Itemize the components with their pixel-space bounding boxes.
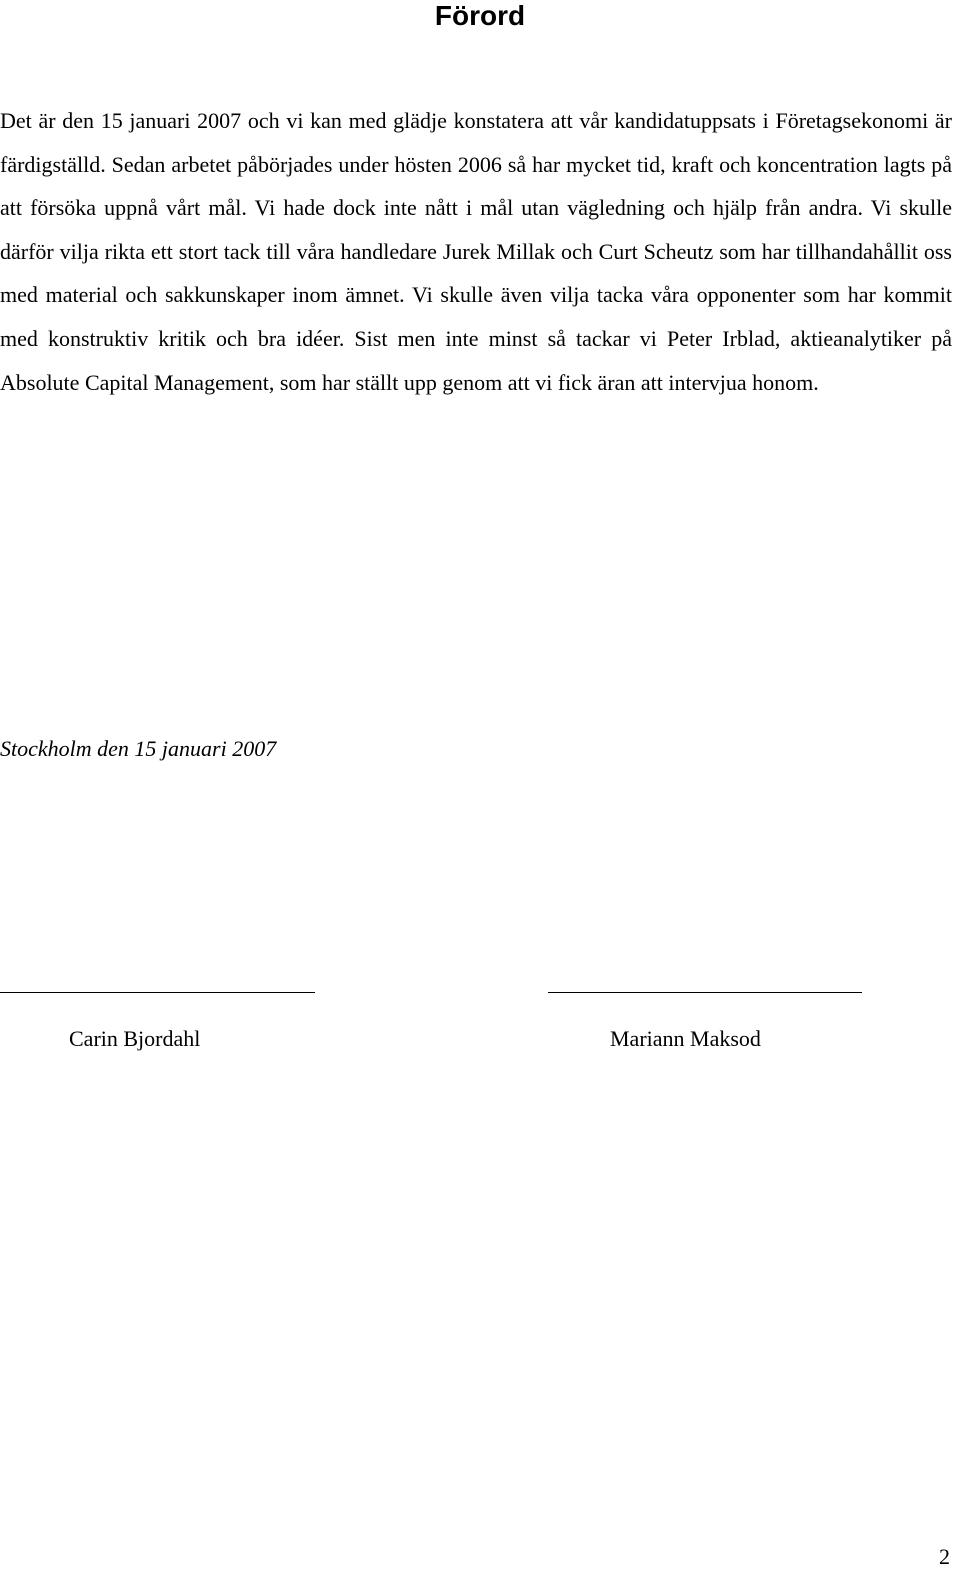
place-and-date: Stockholm den 15 januari 2007 [0,736,277,761]
page-number: 2 [939,1544,950,1569]
signature-line-left [0,992,315,993]
signature-name-left: Carin Bjordahl [69,1026,201,1051]
signature-name-right: Mariann Maksod [610,1026,761,1051]
foreword-paragraph: Det är den 15 januari 2007 och vi kan med glädje konstatera att vår kandidatuppsats i Företagsekonomi är färdigställd. Sedan arbetet påbörjades under hösten 2006 så har mycket tid, kraft och koncentration lagts på att försöka uppnå vårt mål. Vi hade dock inte nått i mål utan vägledning och hjälp från andra. Vi skulle därför vilja rikta ett stort tack till våra handledare Jurek Millak och Curt Scheutz som har tillhandahållit oss med material och sakkunskaper inom ämnet. Vi skulle även vilja tacka våra opponenter som har kommit med konstruktiv kritik och bra idéer. Sist men inte minst så tackar vi Peter Irblad, aktieanalytiker på Absolute Capital Management, som har ställt upp genom att vi fick äran att intervjua honom. [0,108,952,395]
page-title: Förord [434,0,526,31]
signature-line-right [548,992,862,993]
